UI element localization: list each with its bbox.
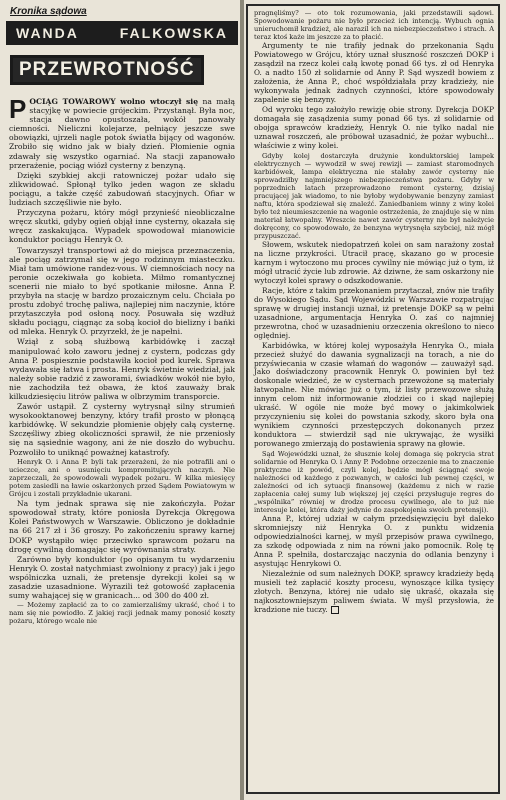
paragraph <box>9 94 235 170</box>
paragraph: Towarzyszył transportowi aż do miejsca przeznaczenia, ale pociąg zatrzymał się w jego rodzinnym miasteczku. Miał tam umówione randez-vous. W ciemnościach nocy na peronie oczekiwała go kobieta. Miłmo romantycznej scenerii nie miało to być spotkanie miłosne. Anna P. przybyła na stację w bardzo prozaicznym celu. Chciała po prostu zdobyć trochę paliwa, najlepiej nim naczynie, które przytaszczyła pod osłoną nocy. Posuwała się wzdłuż składu pociągu, ciągnąc za sobą kocioł do bielizny i bańki od mleka. Henryk O. przyrzekł, że je napełni. <box>9 245 235 337</box>
paragraph: Wziął z sobą służbową karbidówkę i zaczął manipulować koło zaworu jednej z cystern, podczas gdy Anna P. pospiesznie podstawiła kocioł pod kurek. Sprawa wydawała się łatwa i prosta. Henryk świetnie wiedział, jak należy sobie radzić z zaworami, świadków wokół nie było, nie zachodziła też obawa, że ktoś zauważy brak kilkudziesięciu litrów paliwa w olbrzymim transporcie. <box>9 337 235 401</box>
paragraph: Na tym jednak sprawa się nie zakończyła. Pożar spowodował straty, które poniosła Dyrekcja Okręgowa Kolei Państwowych w Warszawie. Obliczono je dokładnie na 66 217 zł i 36 groszy. Po zakończeniu sprawy karnej DOKP wystąpiło więc przeciwko sprawcom pożaru na drogę cywilną domagając się wyrównania straty. <box>9 499 235 554</box>
column-divider <box>240 0 244 800</box>
left-column <box>6 4 238 794</box>
paragraph: Zarówno były konduktor (po opisanym tu wydarzeniu Henryk O. został natychmiast zwolniony z pracy) jak i jego wspólniczka uznali, że pretensje dyrekcji kolei są w zasadzie uzasadnione. Wyrazili też gotowość zapłacenia sumy wahającej się w granicach... od 300 do 400 zł. <box>9 554 235 601</box>
drop-cap: P <box>9 94 27 124</box>
paragraph: Racje, które z takim przekonaniem przytaczał, znów nie trafiły do Wysokiego Sądu. Sąd Wojewódzki w Warszawie rozpatrując sprawę w drugiej instancji uznał, iż pretensje DOKP są w pełni uzasadnione, argumentacja Henryka O. zaś co najmniej przewrotna, choć w uzasadnieniu orzeczenia określono to nieco oględniej. <box>254 285 494 340</box>
author-first-name: WANDA <box>16 25 79 41</box>
paragraph: Od wyroku tego założyło rewizję obie strony. Dyrekcja DOKP domagała się zasądzenia sumy ponad 66 tys. zł solidarnie od obojga sprawców kradzieży, Henryk O. nie tylko nadal nie uznawał roszczeń, ale próbował uzasadnić, że pożar wybuchł... właściwie z winy kolei. <box>254 104 494 150</box>
end-mark-icon <box>331 606 339 614</box>
paragraph: Zawór ustąpił. Z cysterny wytrysnął silny strumień wysokooktanowej benzyny, który trafił prosto w płonącą karbidówkę. W sekundzie płomienie objęły całą cysternę. Szczęśliwy zbieg okoliczności sprawił, że nie przeniosły się na sąsiednie wagony, ani że nie doszło do wybuchu. Pozwoliło to uniknąć poważnej katastrofy. <box>9 402 235 457</box>
author-last-name: FALKOWSKA <box>119 25 228 41</box>
right-column <box>246 4 500 794</box>
paragraph: Anna P., której udział w całym przedsięwzięciu był daleko skromniejszy niż Henryka O. z punktu widzenia odpowiedzialności karnej, w myśl przepisów prawa cywilnego, za szkodę odpowiada z nim na równi jako pomocnik. Rolę tę Anna P. spełniła, dostarczając naczynia do odlania benzyny i asystując Henrykowi O. <box>254 514 494 569</box>
paragraph-text: Niezależnie od sum należnych DOKP, sprawcy kradzieży będą musieli też zapłacić koszty procesu, wynoszące kilka tysięcy złotych. Benzyna, której nie udało się ukraść, okazała się najkosztowniejszym paliwem świata. W myśl przysłowia, że kradzione nie tuczy. <box>254 569 494 614</box>
author-bar <box>6 21 238 45</box>
paragraph: Karbidówka, w której kolej wyposażyła Henryka O., miała przecież służyć do dawania sygnalizacji na torach, a nie do przyświecania w czasie włamań do wagonów — zauważył sąd. Jako doświadczony pracownik Henryk O. powinien był też doskonale wiedzieć, że w cysternach przewożone są materiały łatwopalne. Nie mówiąc już o tym, iż listy przewozowe służą innym celom niż informowanie złodziei co i skąd najlepiej ukraść. W ogóle nie może być mowy o jakimkolwiek przyczynieniu się kolei do powstania szkody, skoro była ona wynikiem czynności przestępczych dokonanych przez konduktora — stwierdził sąd nie ukrywając, że wysiłki porowanego zmierzają do postawienia sprawy na głowie. <box>254 340 494 449</box>
paragraph-small: Henryk O. i Anna P. byli tak przerażeni, że nie potrafili ani o ucieczce, ani o usunięciu kompromitujących naczyń. Nie zaprzeczali, że spowodowali wypadek pożaru. W kilka miesięcy potem zasiedli na ławie oskarżonych przed Sądem Powiatowym w Grójcu i zostali przykładnie ukarani. <box>9 457 235 499</box>
paragraph-final <box>254 570 494 615</box>
article-title: PRZEWROTNOŚĆ <box>10 55 204 85</box>
article-body-right <box>254 9 494 615</box>
paragraph-small: Sąd Wojewódzki uznał, że słusznie kolej domaga się pokrycia strat solidarnie od Henryka O. i Anny P. Podobne orzeczenie ma to znaczenie praktyczne iż powód, czyli kolej, będzie mógł ściągnąć swoje należności od każdego z pozwanych, w całości lub pewnej części, w zależności od ich sytuacji finansowej (każdemu z nich w razie zapłacenia całej sumy lub większej jej części przysługuje regres do „wspólnika” równiej w drodze procesu cywilnego, ale to już nie interesuje kolei, która daży jedynie do zaspokojenia swoich pretensji). <box>254 450 494 515</box>
paragraph: Słowem, wskutek niedopatrzeń kolei on sam narażony został na liczne przykrości. Utracił pracę, skazano go w procesie karnym i wytoczono mu proces cywilny nie mówiąc już o tym, iż mógł utracić życie lub zdrowie. Aż dziwne, że sam oskarżony nie wytoczył kolei sprawy o odszkodowanie. <box>254 240 494 285</box>
section-label: Kronika sądowa <box>10 6 87 17</box>
paragraph: Dzięki szybkiej akcji ratowniczej pożar udało się zlikwidować. Spłonął tylko jeden wagon ze składu pociągu, a także część zabudowań stacyjnych. Ofiar w ludziach szczęśliwie nie było. <box>9 170 235 208</box>
paragraph-small: Gdyby kolej dostarczyła drużynie konduktorskiej lampek elektrycznych — wywodził w swej rewizji — zamiast staromodnych karbidówek, lampa elektryczna nie stałaby zawór cysterny nie sprowadziłby najmniejszego niebezpieczeństwa pożaru. Gdyby w poprzednich latach przeprowadzono remont cysterny, dzisiaj pracującej jak wiadomo, to nie byłoby wydobywanie benzyny zamiast naftu, która spodziewał się znaleźć. Zaniedbaniem winny z winy kolei było też nieumieszczenie na wagonie ostrzeżenia, że znajduje się w nim materiał łatwopalny. Wreszcie nawet zawór cysterny nie był należycie dokręcony, co spowodowało, że benzyna wytrysnęła szybciej, niż mógł przypuszczać. <box>254 151 494 241</box>
paragraph: Przyczyna pożaru, który mógł przynieść nieobliczalne wręcz skutki, gdyby ogień objął inne cysterny, okazała się wręcz zaskakująca. Wypadek spowodował mianowicie konduktor pociągu Henryk O. <box>9 208 235 245</box>
article-body-left <box>6 94 238 626</box>
paragraph-text: na małą stacyjkę w powiecie grójeckim. Przystanął. Była noc, stacja dawno opustoszała, wokół panowały ciemności. Nieliczni kolejarze, pełniący jeszcze swe obowiązki, ujrzeli nagle potok światła bijący od wagonów. Zrobiło się widno jak w biały dzień. Płomienie ognia zdawały się wszystko ogarniać. Na stacji zapanowało przerażenie, pociąg wiózł cysterny z benzyną. <box>9 97 235 170</box>
paragraph-small: — Możemy zapłacić za to co zamierzaliśmy ukraść, choć i to nam się nie powiodło. Z jakiej racji jednak mamy ponosić koszty pożaru, którego wcale nie <box>9 601 235 626</box>
paragraph: Argumenty te nie trafiły jednak do przekonania Sądu Powiatowego w Grójcu, który uznał słuszność roszczeń DOKP i zasądził na rzecz kolei całą kwotę ponad 66 tys. zł od Henryka O. a nadto 150 zł solidarnie od Anny P. Sąd wyszedł bowiem z założenia, że Anna P., choć współdziałała przy kradzieży, nie wykonywała jednak żadnych czynności, które spowodowały zapalenie się benzyny. <box>254 41 494 104</box>
paragraph-small: pragnęliśmy? — oto tok rozumowania, jaki przedstawili sądowi. Spowodowanie pożaru nie było przecież ich intencją. Wybuch ognia unieruchomił kradzież, ale narazil ich na niebezpieczeństwo i strach. A teraz ktoś każe im jeszcze za to płacić. <box>254 9 494 42</box>
title-box <box>10 51 234 89</box>
lead-text: OCIĄG TOWAROWY wolno wtoczył się <box>29 97 199 106</box>
